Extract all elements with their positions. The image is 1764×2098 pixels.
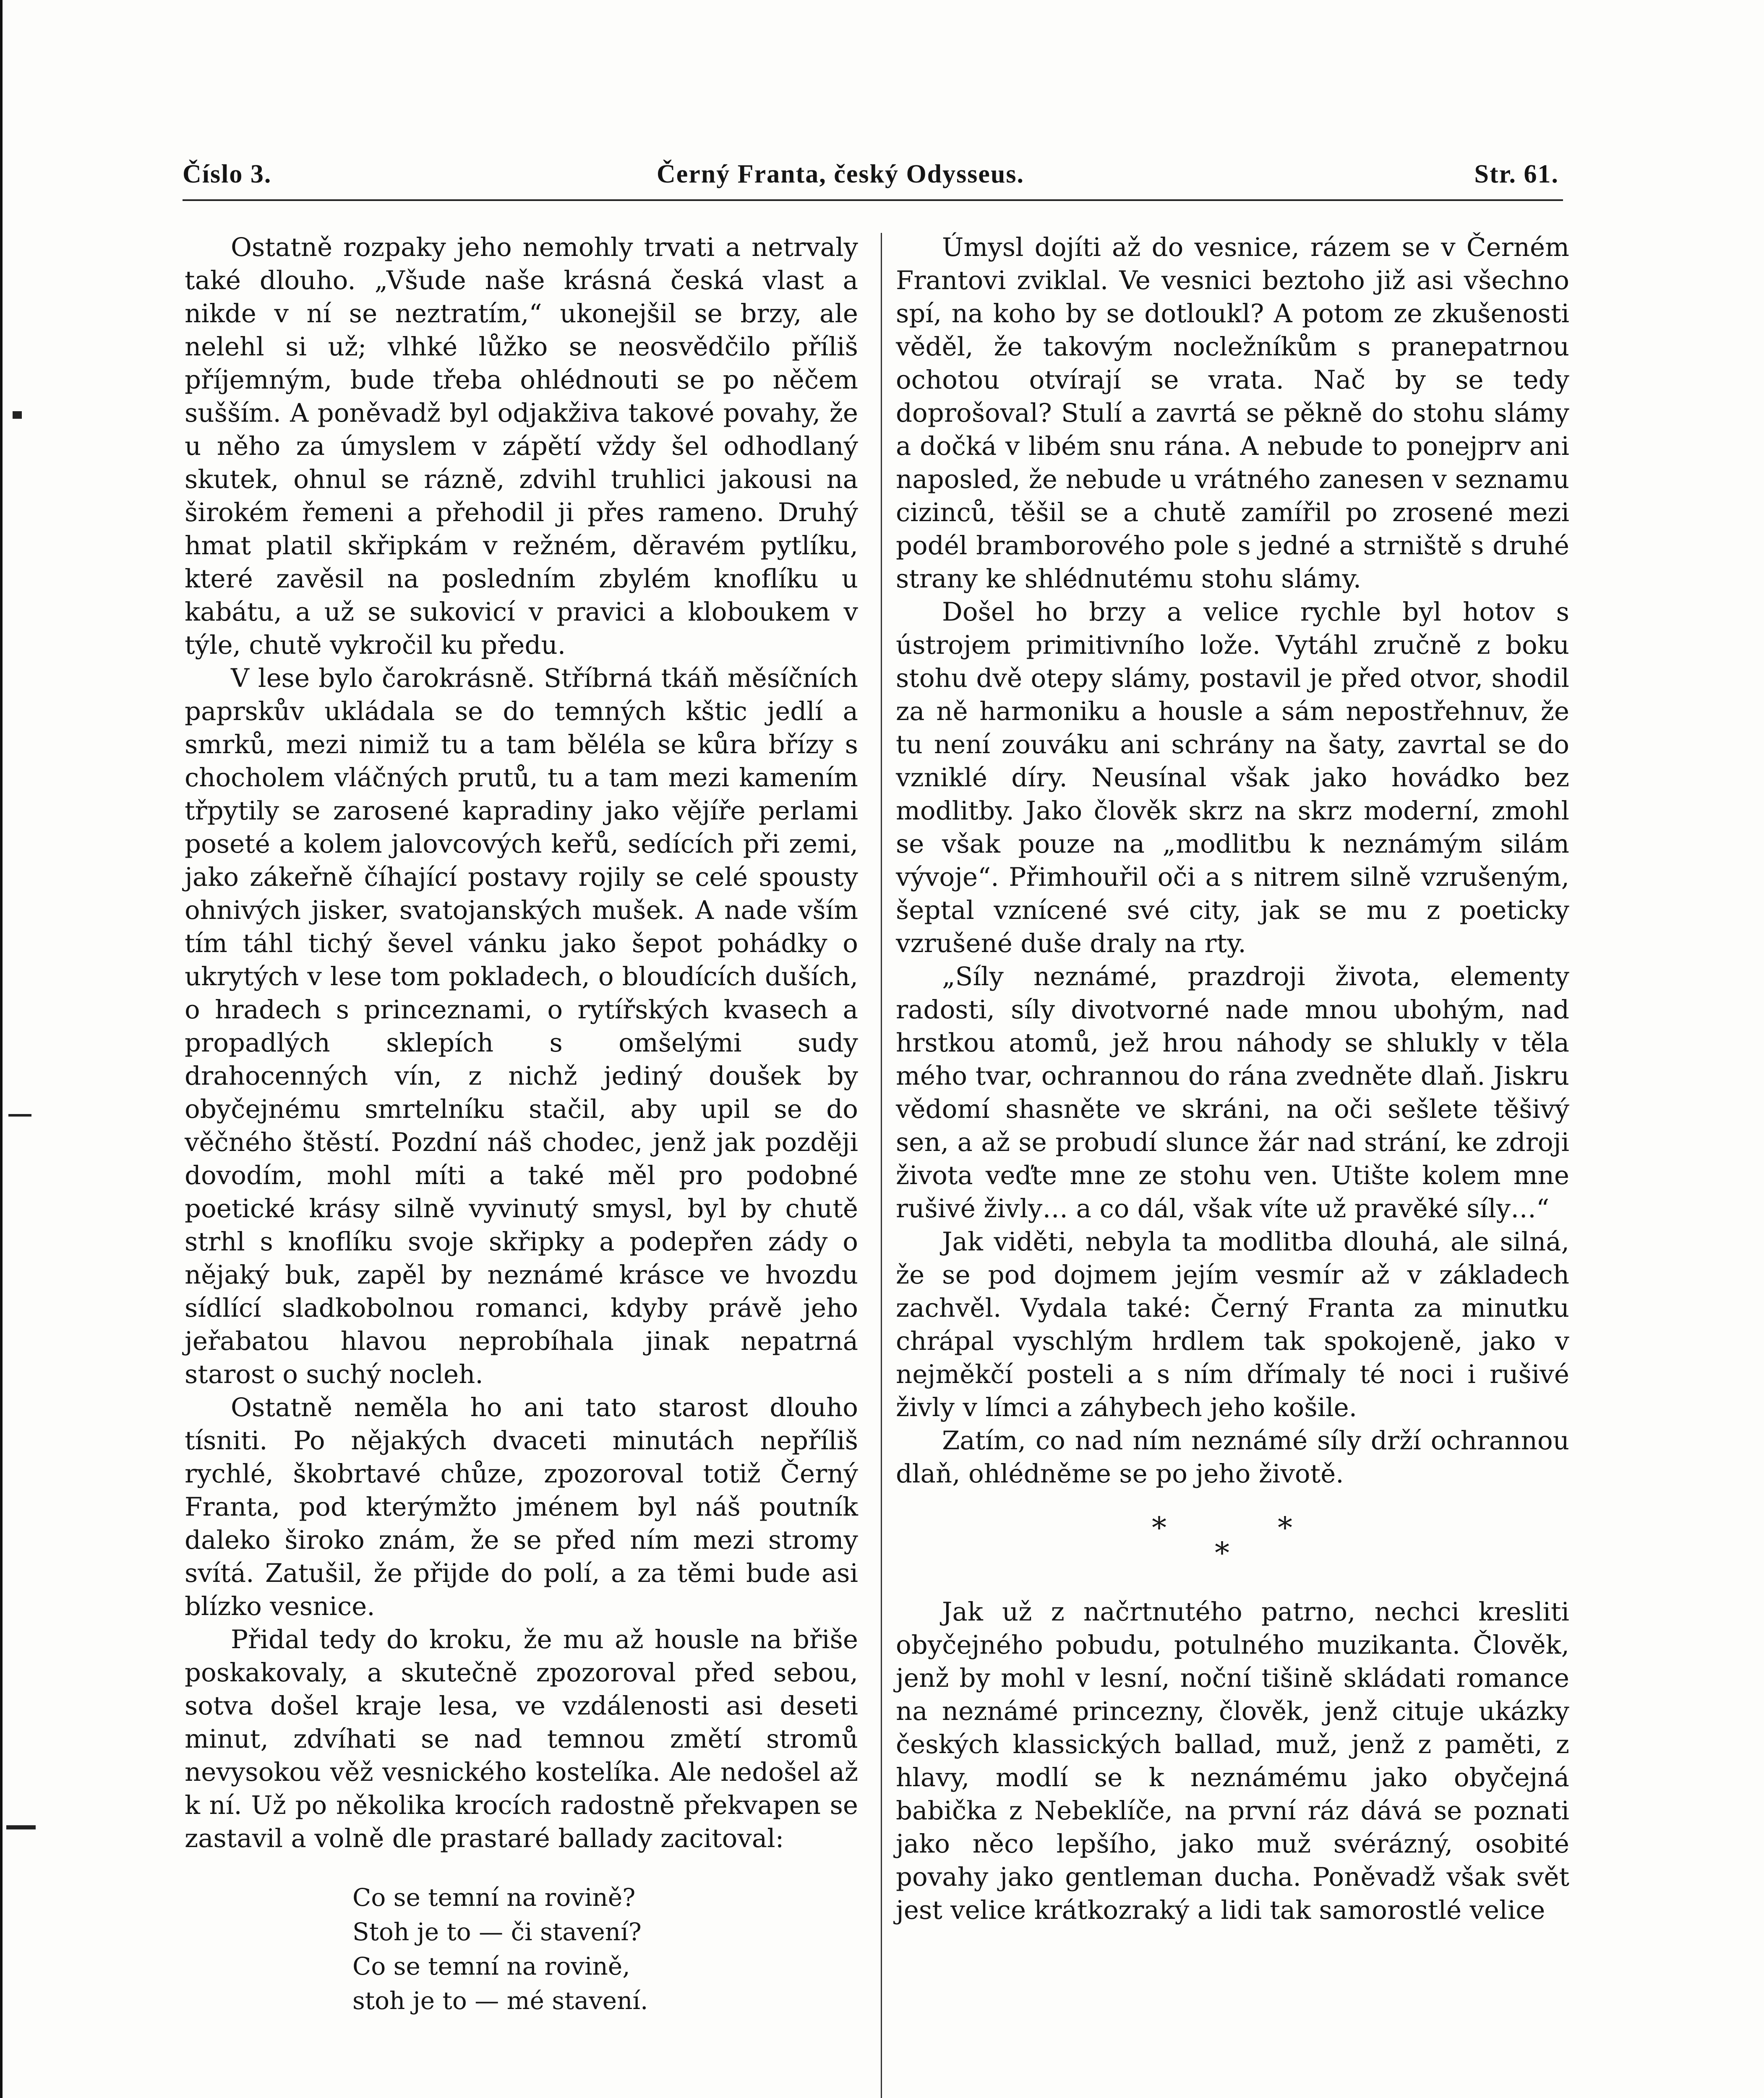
section-separator xyxy=(896,1490,1569,1595)
paragraph: Úmysl dojíti až do vesnice, rázem se v Černém Frantovi zviklal. Ve vesnici beztoho již asi všechno spí, na koho by se dotloukl? A potom ze zkušenosti věděl, že takovým nocležníkům s pranepatrnou ochotou otvírají se vrata. Nač by se tedy doprošoval? Stulí a zavrtá se pěkně do stohu slámy a dočká v libém snu rána. A nebude to ponejprv ani naposled, že nebude u vrátného zanesen v seznamu cizinců, těšil se a chutě zamířil po zrosené mezi podél bramborového pole s jedné a strniště s druhé strany ke shlédnutému stohu slámy. xyxy=(896,232,1569,594)
header-rule xyxy=(183,199,1563,201)
right-column xyxy=(896,231,1569,1927)
issue-number: Číslo 3. xyxy=(183,160,272,188)
paragraph: Zatím, co nad ním neznámé síly drží ochrannou dlaň, ohlédněme se po jeho životě. xyxy=(896,1426,1569,1489)
paragraph: V lese bylo čarokrásně. Stříbrná tkáň měsíčních paprskův ukládala se do temných kštic jedlí a smrků, mezi nimiž tu a tam běléla se kůra břízy s chocholem vláčných prutů, tu a tam mezi kamením třpytily se zarosené kapradiny jako vějíře perlami poseté a kolem jalovcových keřů, sedících při zemi, jako zákeřně číhající postavy rojily se celé spousty ohnivých jisker, svatojanských mušek. A nade vším tím táhl tichý ševel vánku jako šepot pohádky o ukrytých v lese tom pokladech, o bloudících duších, o hradech s princeznami, o rytířských kvasech a propadlých sklepích s omšelými sudy drahocenných vín, z nichž jediný doušek by obyčejnému smrtelníku stačil, aby upil se do věčného štěstí. Pozdní náš chodec, jenž jak později dovodím, mohl míti a také měl pro podobné poetické krásy silně vyvinutý smysl, byl by chutě strhl s knoflíku svoje skřipky a podepřen zády o nějaký buk, zapěl by neznámé krásce ve hvozdu sídlící sladkobolnou romanci, kdyby právě jeho jeřabatou hlavou neprobíhala jinak nepatrná starost o suchý nocleh. xyxy=(185,663,858,1389)
paragraph: Jak už z načrtnutého patrno, nechci kresliti obyčejného pobudu, potulného muzikanta. Člověk, jenž by mohl v lesní, noční tišině skládati romance na neznámé princezny, člověk, jenž cituje ukázky českých klassických ballad, muž, jenž z paměti, z hlavy, modlí se k neznámému jako obyčejná babička z Nebeklíče, na první ráz dává se poznati jako něco lepšího, jako muž svérázný, osobité povahy jako gentleman ducha. Poněvadž však svět jest velice krátkozraký a lidi tak samorostlé velice xyxy=(896,1597,1569,1925)
ballad-quote xyxy=(352,1880,858,2018)
poem-line: stoh je to — mé stavení. xyxy=(352,1986,648,2015)
poem-line: Co se temní na rovině? xyxy=(352,1883,636,1912)
paragraph: Došel ho brzy a velice rychle byl hotov s ústrojem primitivního lože. Vytáhl zručně z boku stohu dvě otepy slámy, postavil je před otvor, shodil za ně harmoniku a housle a sám nepostřehnuv, že tu není zouváku ani schrány na šaty, zavrtal se do vzniklé díry. Neusínal však jako hovádko bez modlitby. Jako člověk skrz na skrz moderní, zmohl se však pouze na „modlitbu k neznámým silám vývoje“. Přimhouřil oči a s nitrem silně vzrušeným, šeptal vznícené své city, jak se mu z poeticky vzrušené duše draly na rty. xyxy=(896,597,1569,958)
paragraph: Ostatně rozpaky jeho nemohly trvati a netrvaly také dlouho. „Všude naše krásná česká vlast a nikde v ní se neztratím,“ ukonejšil se brzy, ale nelehl si už; vlhké lůžko se neosvědčilo příliš příjemným, bude třeba ohlédnouti se po něčem sušším. A poněvadž byl odjakživa takové povahy, že u něho za úmyslem v zápětí vždy šel odhodlaný skutek, ohnul se rázně, zdvihl truhlici jakousi na širokém řemeni a přehodil ji přes rameno. Druhý hmat platil skřipkám v režném, děravém pytlíku, které zavěsil na posledním zbylém knoflíku u kabátu, a už se sukovicí v pravici a kloboukem v týle, chutě vykročil ku předu. xyxy=(185,232,858,660)
scan-edge xyxy=(0,0,3,2098)
left-column xyxy=(185,231,858,2018)
asterisk: * xyxy=(1278,1511,1292,1545)
prayer-paragraph: „Síly neznámé, prazdroji života, elementy radosti, síly divotvorné nade mnou ubohým, nad hrstkou atomů, jež hrou náhody se shlukly v těla mého tvar, ochrannou do rána zvedněte dlaň. Jiskru vědomí shasněte ve skráni, na oči sešlete těšivý sen, a až se probudí slunce žár nad strání, ke zdroji života veďte mne ze stohu ven. Utište kolem mne rušivé živly… a co dál, však víte už pravěké síly…“ xyxy=(896,962,1569,1224)
running-header xyxy=(183,159,1559,201)
margin-mark xyxy=(8,1114,31,1117)
paragraph: Ostatně neměla ho ani tato starost dlouho tísniti. Po nějakých dvaceti minutách nepříliš rychlé, škobrtavé chůze, zpozoroval totiž Černý Franta, pod kterýmžto jménem byl náš poutník daleko široko znám, že se před ním mezi stromy svítá. Zatušil, že přijde do polí, a za těmi bude asi blízko vesnice. xyxy=(185,1393,858,1621)
column-divider xyxy=(881,233,882,2098)
paragraph: Přidal tedy do kroku, že mu až housle na břiše poskakovaly, a skutečně zpozoroval před sebou, sotva došel kraje lesa, ve vzdálenosti asi deseti minut, zdvíhati se nad temnou změtí stromů nevysokou věž vesnického kostelíka. Ale nedošel až k ní. Už po několika krocích radostně překvapen se zastavil a volně dle prastaré ballady zacitoval: xyxy=(185,1625,858,1853)
asterisk: * xyxy=(1215,1536,1229,1570)
asterisk: * xyxy=(1152,1511,1166,1545)
running-title: Černý Franta, český Odysseus. xyxy=(657,160,1025,188)
poem-line: Stoh je to — či stavení? xyxy=(352,1918,642,1946)
poem-line: Co se temní na rovině, xyxy=(352,1952,630,1981)
page-number: Str. 61. xyxy=(1474,160,1559,188)
margin-mark xyxy=(13,411,22,419)
margin-mark xyxy=(6,1825,36,1829)
paragraph: Jak viděti, nebyla ta modlitba dlouhá, ale silná, že se pod dojmem jejím vesmír až v základech zachvěl. Vydala také: Černý Franta za minutku chrápal vyschlým hrdlem tak spokojeně, jako v nejměkčí posteli a s ním dřímaly té noci i rušivé živly v límci a záhybech jeho košile. xyxy=(896,1227,1569,1422)
